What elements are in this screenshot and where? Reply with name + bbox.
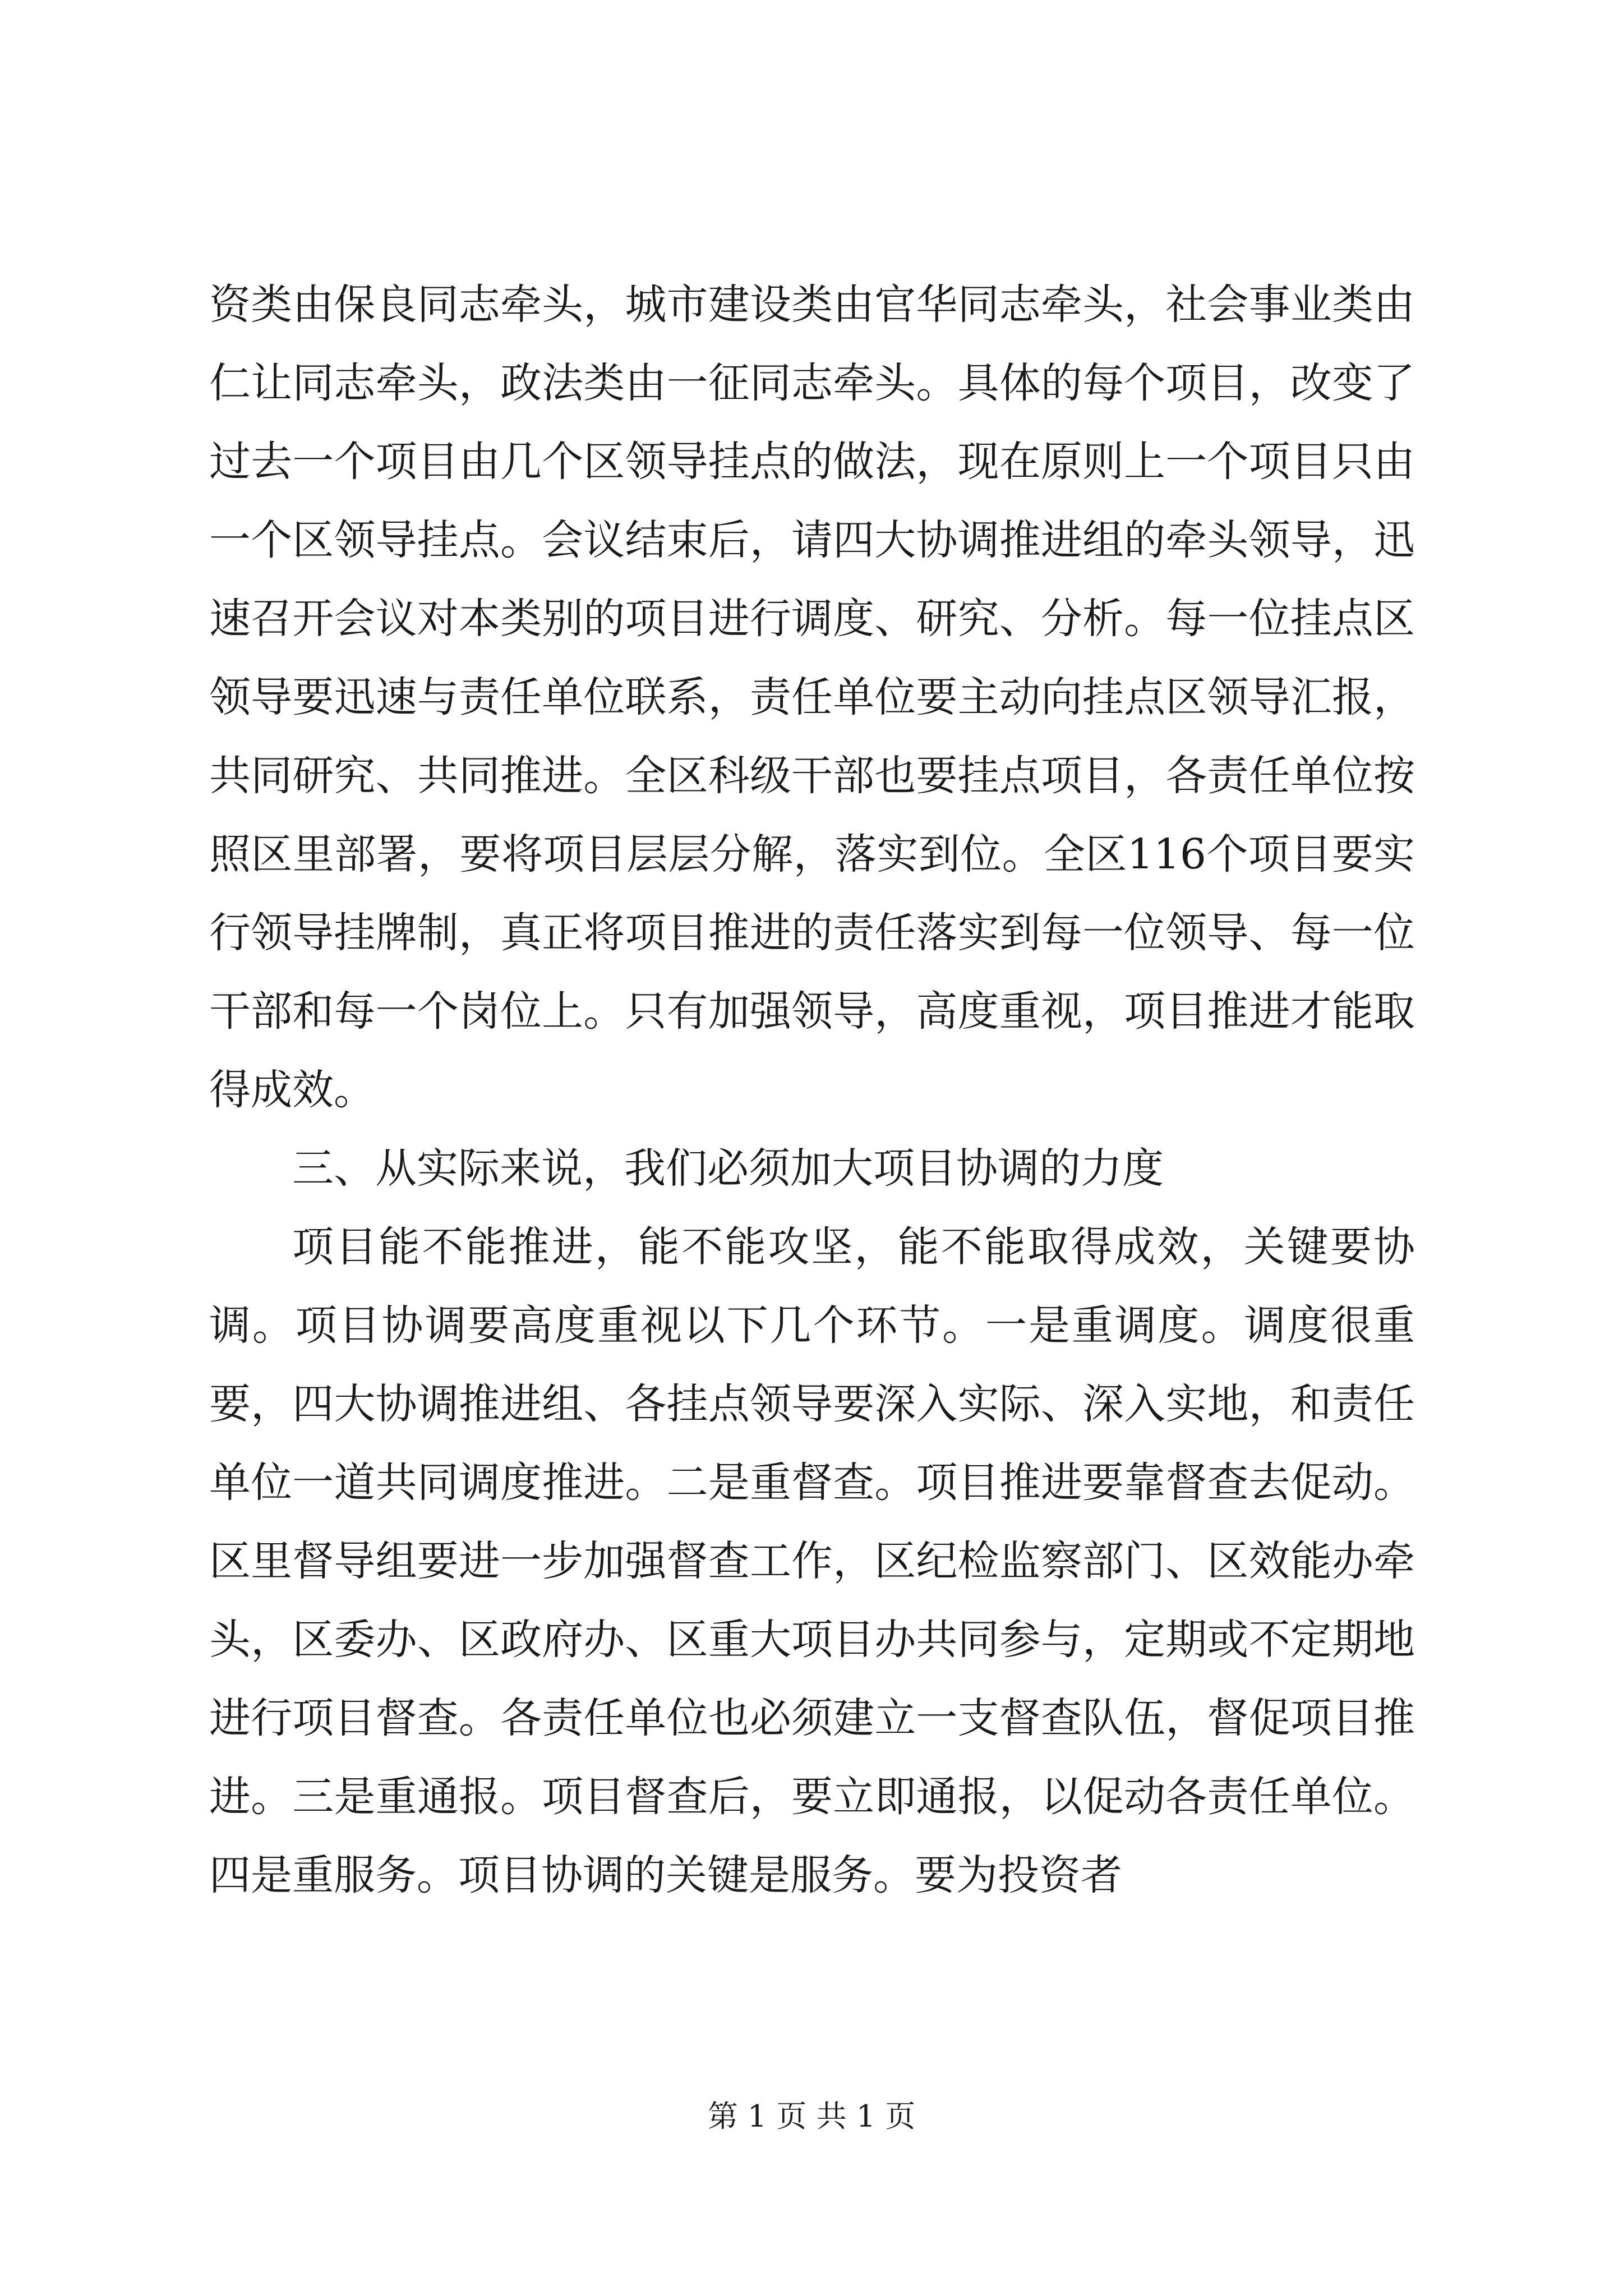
- paragraph-project-coordination: 项目能不能推进，能不能攻坚，能不能取得成效，关键要协调。项目协调要高度重视以下几个环节。一是重调度。调度很重要，四大协调推进组、各挂点领导要深入实际、深入实地，和责任单位一道共同调度推进。二是重督查。项目推进要靠督查去促动。区里督导组要进一步加强督查工作，区纪检监察部门、区效能办牵头，区委办、区政府办、区重大项目办共同参与，定期或不定期地进行项目督查。各责任单位也必须建立一支督查队伍，督促项目推进。三是重通报。项目督查后，要立即通报，以促动各责任单位。四是重服务。项目协调的关键是服务。要为投资者: [209, 1223, 1415, 1899]
- page-footer: 第 1 页 共 1 页: [707, 2099, 916, 2134]
- document-body: [209, 265, 1415, 1915]
- section-heading: 三、从实际来说，我们必须加大项目协调的力度: [292, 1144, 1164, 1193]
- paragraph-continuation: 资类由保良同志牵头，城市建设类由官华同志牵头，社会事业类由仁让同志牵头，政法类由一征同志牵头。具体的每个项目，改变了过去一个项目由几个区领导挂点的做法，现在原则上一个项目只由一个区领导挂点。会议结束后，请四大协调推进组的牵头领导，迅速召开会议对本类别的项目进行调度、研究、分析。每一位挂点区领导要迅速与责任单位联系，责任单位要主动向挂点区领导汇报，共同研究、共同推进。全区科级干部也要挂点项目，各责任单位按照区里部署，要将项目层层分解，落实到位。全区116个项目要实行领导挂牌制，真正将项目推进的责任落实到每一位领导、每一位干部和每一个岗位上。只有加强领导，高度重视，项目推进才能取得成效。: [209, 280, 1415, 1114]
